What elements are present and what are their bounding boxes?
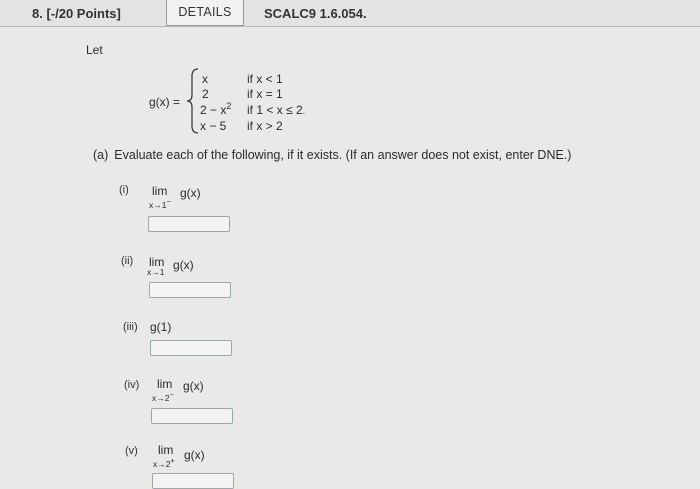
item-i-lim: lim [152,184,168,198]
item-ii-approach: x→1 [147,267,165,277]
part-a-text: Evaluate each of the following, if it exists. (If an answer does not exist, enter DNE.) [114,148,572,162]
case-1-expr: x [202,72,208,86]
item-iv-lim: lim [157,377,173,391]
case-3-condition: if 1 < x ≤ 2. [247,103,306,117]
answer-input-v[interactable] [152,473,234,489]
part-a-instruction [93,148,571,162]
question-header [0,0,700,27]
details-button[interactable]: DETAILS [166,0,244,26]
case-3-expr: $2 - x^2$ [200,101,232,117]
item-ii-lim: lim [149,255,165,269]
answer-input-iv[interactable] [151,408,233,424]
case-2-expr: 2 [202,87,209,101]
case-4-expr: x − 5 [200,119,227,133]
case-2-condition: if x = 1 [247,87,283,101]
item-v-approach: x→2+ [153,457,175,469]
answer-input-i[interactable] [148,216,230,232]
part-a-label: (a) [93,148,109,162]
item-iii-func: g(1) [150,320,172,334]
answer-input-ii[interactable] [149,282,231,298]
item-iv-approach: x→2− [152,391,174,403]
intro-text: Let [86,43,103,57]
item-ii-label: (ii) [121,255,134,267]
piecewise-brace [186,68,200,134]
item-i-func: g(x) [180,186,201,200]
item-iv-func: g(x) [183,379,204,393]
item-v-label: (v) [125,445,138,457]
answer-input-iii[interactable] [150,340,232,356]
problem-code: SCALC9 1.6.054. [264,6,367,21]
item-i-label: (i) [119,184,129,196]
item-iv-label: (iv) [124,379,140,391]
case-4-condition: if x > 2 [247,119,283,133]
function-label: g(x) = [149,95,181,109]
item-ii-func: g(x) [173,258,194,272]
item-i-approach: x→1− [149,198,171,210]
question-number: 8. [-/20 Points] [32,6,121,21]
item-iii-label: (iii) [123,321,138,333]
item-v-func: g(x) [184,448,205,462]
item-v-lim: lim [158,443,174,457]
case-1-condition: if x < 1 [247,72,283,86]
